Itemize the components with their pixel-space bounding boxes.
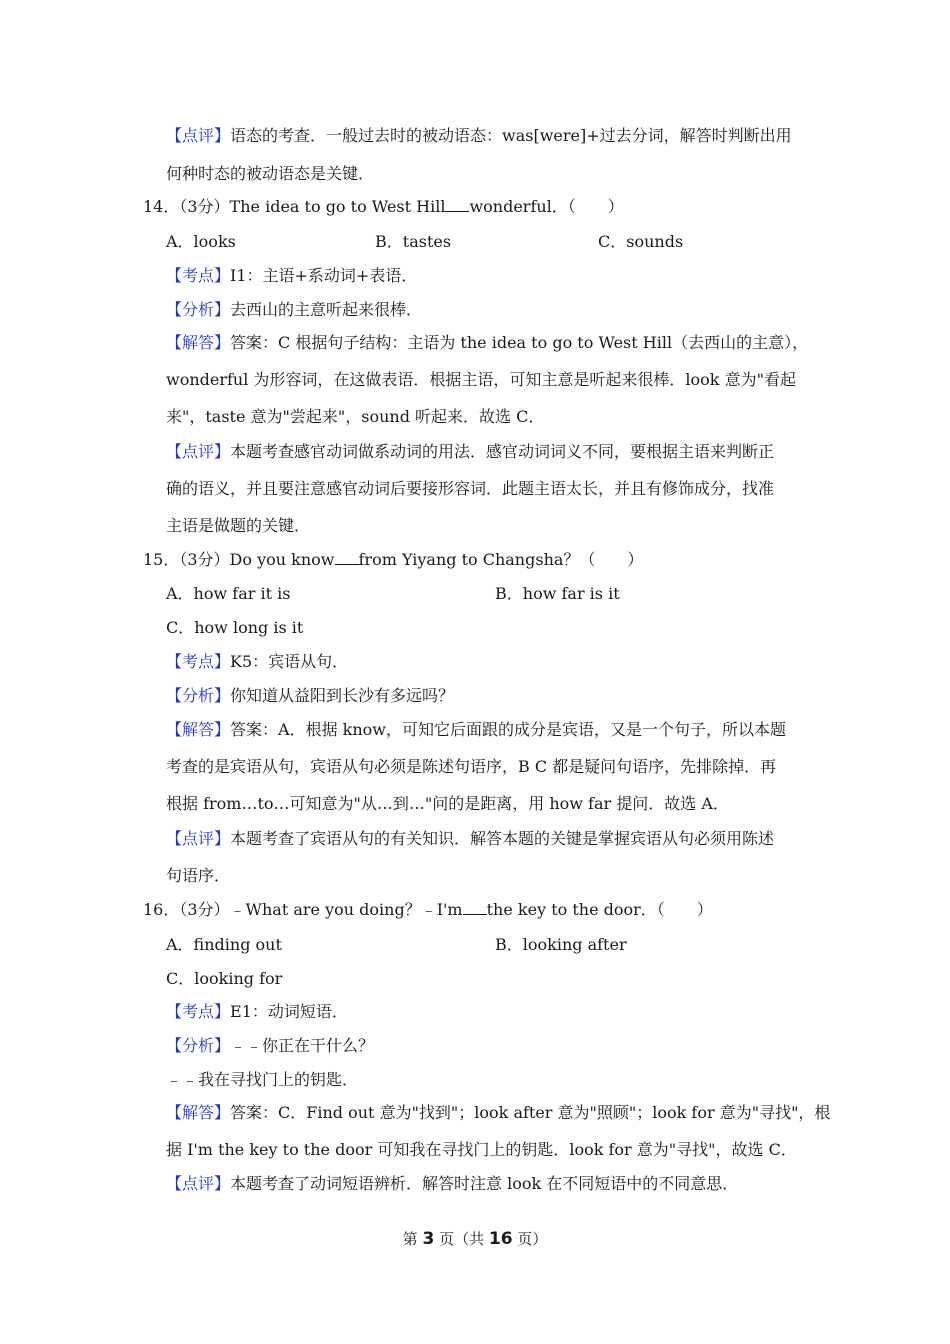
q16-analysis-line2: ﹣﹣我在寻找门上的钥匙． <box>166 1070 359 1089</box>
q14-option-c: C．sounds <box>598 232 684 251</box>
q16-option-b: B．looking after <box>495 935 627 954</box>
q14-answer-line3: 来"，taste 意为"尝起来"，sound 听起来．故选 C． <box>166 407 545 426</box>
q15-option-a: A．how far it is <box>166 584 291 603</box>
q13-review-line2: 何种时态的被动语态是关键． <box>166 164 375 183</box>
answer-blank <box>463 900 487 915</box>
q15-option-b: B．how far is it <box>495 584 620 603</box>
page-total: 16 <box>488 1229 513 1249</box>
page-number: 3 <box>422 1229 435 1249</box>
q15-answer: 【解答】答案：A．根据 know，可知它后面跟的成分是宾语，又是一个句子，所以本题 <box>166 720 786 739</box>
q15-analysis: 【分析】你知道从益阳到长沙有多远吗？ <box>166 686 455 705</box>
q16-answer: 【解答】答案：C．Find out 意为"找到"；look after 意为"照顾"；look for 意为"寻找"，根 <box>166 1103 831 1122</box>
q15-answer-line2: 考查的是宾语从句，宾语从句必须是陈述句语序，B C 都是疑问句语序，先排除掉．再 <box>166 757 777 776</box>
q14-answer-line2: wonderful 为形容词，在这做表语．根据主语，可知主意是听起来很棒．look 意为"看起 <box>166 370 796 389</box>
q15-point: 【考点】K5：宾语从句． <box>166 652 349 671</box>
q16-stem: 16．（3分）﹣What are you doing？﹣I'm the key to the door．（ ） <box>143 900 713 919</box>
q14-option-a: A．looks <box>166 232 236 251</box>
answer-blank <box>335 550 359 565</box>
q16-option-c: C．looking for <box>166 969 283 988</box>
q15-review-line2: 句语序． <box>166 866 231 885</box>
review-tag: 【点评】 <box>166 126 231 145</box>
q16-point: 【考点】E1：动词短语． <box>166 1002 348 1021</box>
q16-answer-line2: 据 I'm the key to the door 可知我在寻找门上的钥匙．look for 意为"寻找"，故选 C． <box>166 1140 797 1159</box>
q14-review-line3: 主语是做题的关键． <box>166 516 311 535</box>
q13-review: 【点评】语态的考查．一般过去时的被动语态：was[were]+过去分词，解答时判断出用 <box>166 126 792 145</box>
answer-blank <box>445 197 469 212</box>
q16-option-a: A．finding out <box>166 935 282 954</box>
q14-answer: 【解答】答案：C 根据句子结构：主语为 the idea to go to West Hill（去西山的主意）， <box>166 333 809 352</box>
q15-answer-line3: 根据 from…to…可知意为"从…到…"问的是距离，用 how far 提问．故选 A． <box>166 794 729 813</box>
q15-option-c: C．how long is it <box>166 618 304 637</box>
q15-review: 【点评】本题考查了宾语从句的有关知识．解答本题的关键是掌握宾语从句必须用陈述 <box>166 829 775 848</box>
q14-point: 【考点】I1：主语+系动词+表语． <box>166 266 418 285</box>
q14-analysis: 【分析】去西山的主意听起来很棒． <box>166 300 423 319</box>
q16-review: 【点评】本题考查了动词短语辨析．解答时注意 look 在不同短语中的不同意思． <box>166 1174 739 1193</box>
q14-option-b: B．tastes <box>375 232 452 251</box>
page-footer: 第 3 页（共 16 页） <box>402 1229 548 1249</box>
q14-review-line2: 确的语义，并且要注意感官动词后要接形容词．此题主语太长，并且有修饰成分，找准 <box>166 479 775 498</box>
q15-stem: 15．（3分）Do you know from Yiyang to Changsha？（ ） <box>143 550 644 569</box>
q14-review: 【点评】本题考查感官动词做系动词的用法．感官动词词义不同，要根据主语来判断正 <box>166 442 775 461</box>
q14-stem: 14．（3分）The idea to go to West Hill wonderful．（ ） <box>143 197 624 216</box>
q16-analysis: 【分析】﹣﹣你正在干什么？ <box>166 1036 375 1055</box>
